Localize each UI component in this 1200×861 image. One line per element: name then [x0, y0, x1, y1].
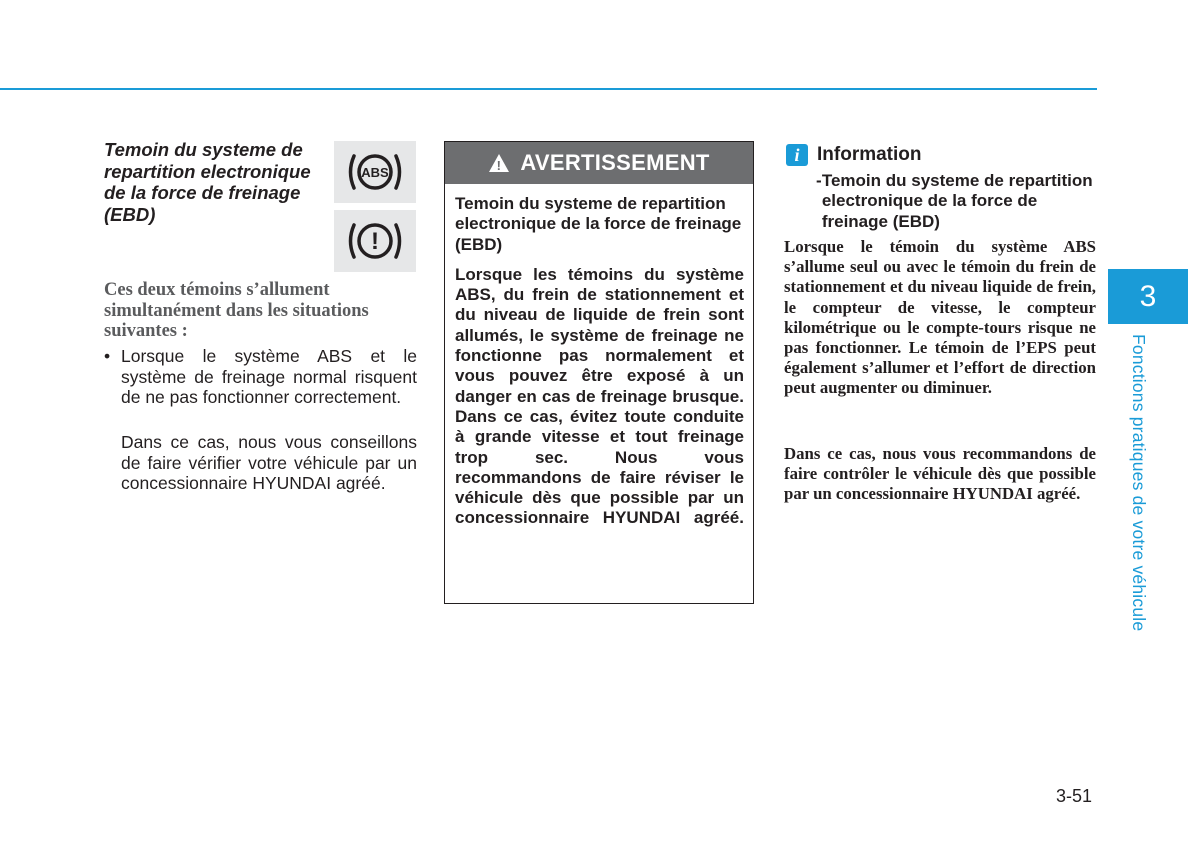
warning-header-label: AVERTISSEMENT [520, 150, 710, 175]
warning-triangle-icon [488, 153, 510, 173]
brake-warning-icon [334, 210, 416, 272]
information-paragraph-1: Lorsque le témoin du système ABS s’allume seul ou avec le témoin du frein de stationnement et du niveau liquide de frein, le compteur de vitesse, le compteur kilométrique ou le compte-tours risque ne pas fonctionner. Le témoin de l’EPS peut également s’allumer et l’effort de direction peut augmenter ou diminuer. [784, 237, 1096, 398]
warning-triangle-mark: ! [497, 158, 502, 173]
information-paragraph-2: Dans ce cas, nous vous recommandons de faire contrôler le véhicule dès que possible par un concessionnaire HYUNDAI agréé. [784, 444, 1096, 504]
page-number: 3-51 [1056, 786, 1093, 806]
exclamation-icon-text: ! [371, 228, 379, 255]
bullet-followup: Dans ce cas, nous vous conseillons de faire vérifier votre véhicule par un concessionnaire HYUNDAI agréé. [121, 432, 417, 493]
bullet-followup-block [104, 427, 417, 494]
subheading: Ces deux témoins s’allument simultanément dans les situations suivantes : [104, 280, 369, 341]
list-item [104, 346, 417, 408]
information-subtitle [816, 171, 1098, 232]
bullet-text: Lorsque le système ABS et le système de freinage normal risquent de ne pas fonctionner correctement. [121, 346, 417, 407]
chapter-title: Fonctions pratiques de votre véhicule [1129, 334, 1149, 632]
section-heading: Temoin du systeme de repartition electronique de la force de freinage (EBD) [104, 139, 311, 225]
warning-header [445, 142, 753, 184]
warning-body [445, 184, 753, 529]
warning-title: Temoin du systeme de repartition electronique de la force de freinage (EBD) [455, 194, 742, 254]
info-icon: i [786, 144, 808, 166]
subtitle-text: Temoin du systeme de repartition electronique de la force de freinage (EBD) [821, 171, 1093, 231]
bullet-list [104, 346, 417, 408]
abs-warning-icon [334, 141, 416, 203]
warning-box [444, 141, 754, 604]
warning-text: Lorsque les témoins du système ABS, du frein de stationnement et du niveau de liquide de frein sont allumés, le système de freinage ne fonctionne pas normalement et vous pouvez être exposé à un danger en cas de freinage brusque. Dans ce cas, évitez toute conduite à grande vitesse et tout freinage trop sec. Nous vous recommandons de faire réviser le véhicule dès que possible par un concessionnaire HYUNDAI agréé. [455, 264, 744, 528]
header-rule [0, 88, 1097, 90]
abs-icon-text: ABS [361, 165, 389, 180]
information-header [786, 144, 922, 166]
information-label: Information [817, 144, 922, 165]
bullet-icon: • [104, 346, 111, 366]
subtitle-dash: - [816, 171, 822, 190]
chapter-tab: 3 [1108, 269, 1188, 324]
